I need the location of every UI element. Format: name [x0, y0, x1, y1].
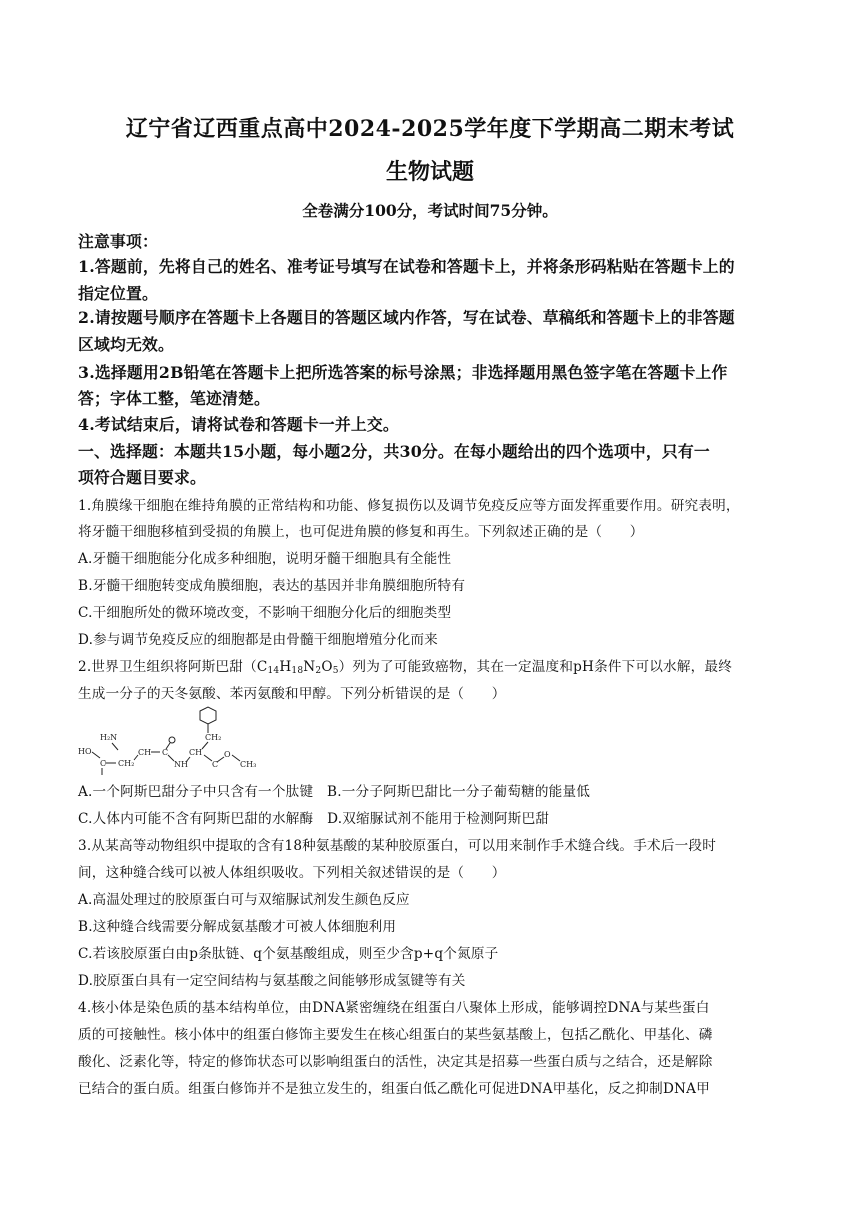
label-ch: CH	[138, 748, 152, 757]
q1-stem-line-1: 1.角膜缘干细胞在维持角膜的正常结构和功能、修复损伤以及调节免疫反应等方面发挥重要作用。研究表明，	[78, 498, 740, 514]
label-ch3: CH₃	[240, 760, 257, 769]
exam-title: 辽宁省辽西重点高中2024-2025学年度下学期高二期末考试	[125, 116, 735, 142]
benzene-ring	[200, 707, 216, 724]
aspartame-structure-diagram	[78, 705, 278, 777]
label-ch2-b: CH₂	[205, 733, 222, 742]
q3-option-d: D.胶原蛋白具有一定空间结构与氨基酸之间能够形成氢键等有关	[78, 973, 466, 989]
label-ch2-a: CH₂	[118, 759, 135, 768]
q3-option-b: B.这种缝合线需要分解成氨基酸才可被人体细胞利用	[78, 919, 397, 935]
section-1-heading-line-2: 项符合题目要求。	[78, 468, 206, 487]
notice-item-3-line-2: 答；字体工整，笔迹清楚。	[78, 389, 270, 408]
formula-sub-14: 14	[267, 666, 280, 676]
q1-option-c: C.干细胞所处的微环境改变，不影响干细胞分化后的细胞类型	[78, 605, 452, 621]
q1-option-a: A.牙髓干细胞能分化成多种细胞，说明牙髓干细胞具有全能性	[78, 551, 452, 567]
label-ch-b: CH	[189, 748, 203, 757]
q4-line-3: 酸化、泛素化等，特定的修饰状态可以影响组蛋白的活性，决定其是招募一些蛋白质与之结合，还是解除	[78, 1054, 713, 1070]
q3-option-a: A.高温处理过的胶原蛋白可与双缩脲试剂发生颜色反应	[78, 892, 410, 908]
notice-item-3-line-1: 3.选择题用2B铅笔在答题卡上把所选答案的标号涂黑；非选择题用黑色签字笔在答题卡上作	[78, 363, 728, 382]
q1-option-b: B.牙髓干细胞转变成角膜细胞，表达的基因并非角膜细胞所特有	[78, 578, 466, 594]
q1-option-d: D.参与调节免疫反应的细胞都是由骨髓干细胞增殖分化而来	[78, 632, 438, 648]
q4-line-4: 已结合的蛋白质。组蛋白修饰并不是独立发生的，组蛋白低乙酰化可促进DNA甲基化，反之抑制DNA甲	[78, 1081, 710, 1097]
formula-o: O	[321, 659, 333, 675]
score-info: 全卷满分100分，考试时间75分钟。	[302, 201, 558, 220]
notice-heading: 注意事项：	[78, 232, 158, 251]
q3-stem-line-2: 间，这种缝合线可以被人体组织吸收。下列相关叙述错误的是（ ）	[78, 865, 506, 881]
bond-ch2-ch	[202, 742, 208, 749]
q4-line-2: 质的可接触性。核小体中的组蛋白修饰主要发生在核心组蛋白的某些氨基酸上，包括乙酰化、甲基化、磷	[78, 1027, 713, 1043]
q4-line-1: 4.核小体是染色质的基本结构单位，由DNA紧密缠绕在组蛋白八聚体上形成，能够调控DNA与某些蛋白	[78, 1000, 710, 1016]
formula-sub-18: 18	[291, 666, 304, 676]
formula-n: N	[303, 659, 316, 675]
label-c2: C	[162, 748, 169, 757]
notice-item-2-line-2: 区域均无效。	[78, 335, 174, 354]
bond-o-ch3	[232, 755, 240, 761]
notice-item-1-line-2: 指定位置。	[78, 284, 158, 303]
q2-stem-text-a: 2.世界卫生组织将阿斯巴甜（C	[78, 659, 268, 675]
q1-stem-line-2: 将牙髓干细胞移植到受损的角膜上，也可促进角膜的修复和再生。下列叙述正确的是（ ）	[78, 524, 644, 540]
formula-sub-5: 5	[332, 666, 339, 676]
q2-stem-line-2: 生成一分子的天冬氨酸、苯丙氨酸和甲醇。下列分析错误的是（ ）	[78, 686, 506, 702]
notice-item-4: 4.考试结束后，请将试卷和答题卡一并上交。	[78, 415, 399, 434]
q2-stem-line-1	[78, 655, 788, 676]
formula-h: H	[279, 659, 292, 675]
q2-options-cd: C.人体内可能不含有阿斯巴甜的水解酶 D.双缩脲试剂不能用于检测阿斯巴甜	[78, 811, 550, 827]
q2-options-ab: A.一个阿斯巴甜分子中只含有一个肽键 B.一分子阿斯巴甜比一分子葡萄糖的能量低	[78, 784, 591, 800]
label-h2n: H₂N	[100, 733, 118, 742]
label-nh: NH	[174, 760, 188, 769]
q3-stem-line-1: 3.从某高等动物组织中提取的含有18种氨基酸的某种胶原蛋白，可以用来制作手术缝合线。手术后一段时	[78, 838, 716, 854]
notice-item-1-line-1: 1.答题前，先将自己的姓名、准考证号填写在试卷和答题卡上，并将条形码粘贴在答题卡上的	[78, 257, 735, 276]
section-1-heading-line-1: 一、选择题：本题共15小题，每小题2分，共30分。在每小题给出的四个选项中，只有一	[78, 442, 710, 461]
bond-ho-c	[92, 752, 100, 758]
notice-item-2-line-1: 2.请按题号顺序在答题卡上各题目的答题区域内作答，写在试卷、草稿纸和答题卡上的非答题	[78, 308, 735, 327]
label-c3: C	[212, 760, 219, 769]
subject-title: 生物试题	[385, 159, 474, 185]
label-ho: HO	[78, 747, 92, 756]
bond-ch-c3	[204, 755, 212, 761]
oxygen-atom-top	[169, 737, 175, 743]
label-c1: C	[100, 759, 107, 768]
q2-stem-text-b: ）列为了可能致癌物，其在一定温度和pH条件下可以水解，最终	[338, 659, 733, 675]
formula-sub-2: 2	[315, 666, 322, 676]
label-o: O	[224, 750, 231, 759]
bond-nh2-ch	[112, 743, 118, 750]
q3-option-c: C.若该胶原蛋白由p条肽链、q个氨基酸组成，则至少含p+q个氮原子	[78, 946, 499, 962]
